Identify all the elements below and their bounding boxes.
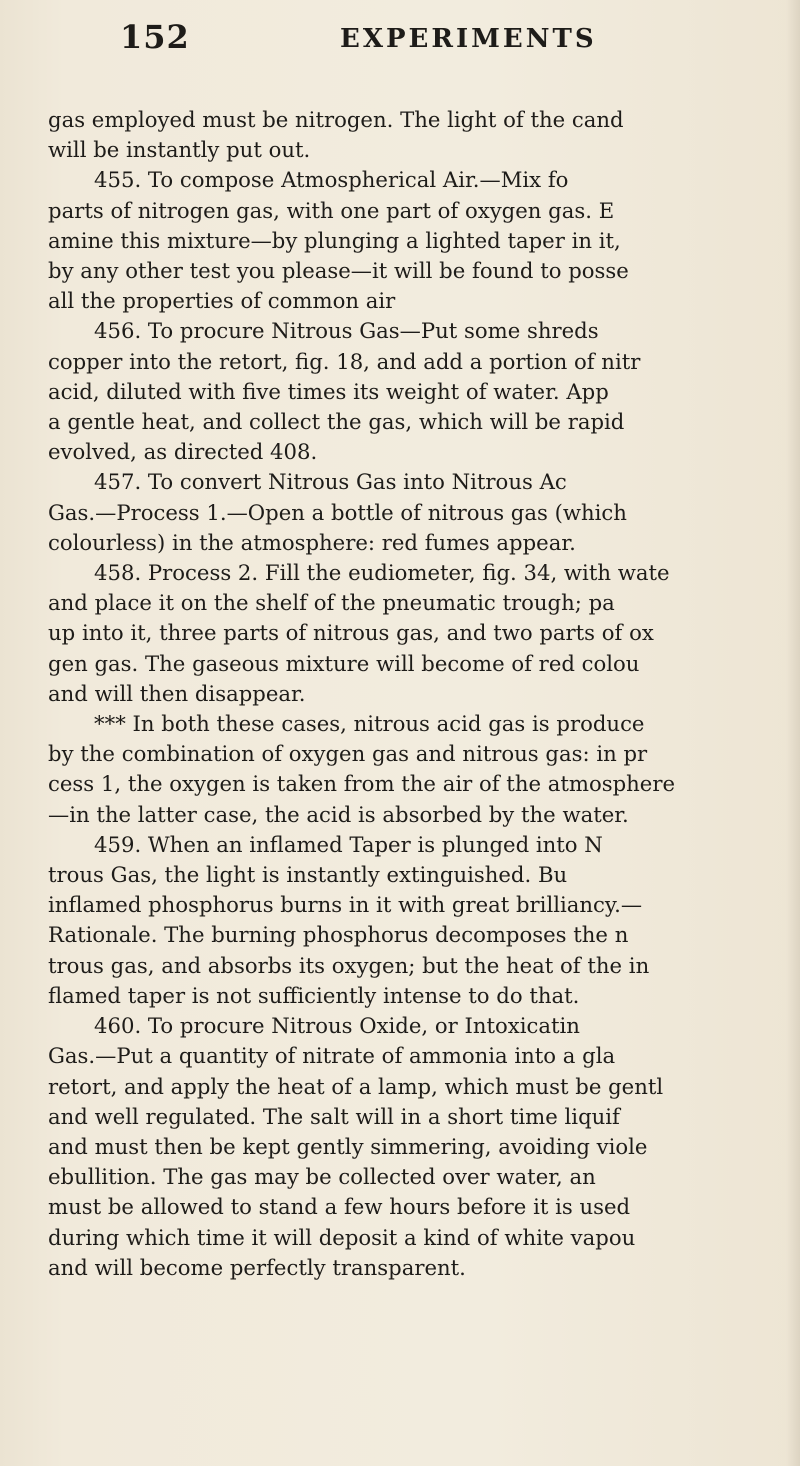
text-line: and place it on the shelf of the pneumatic trough; pa <box>48 590 615 616</box>
text-line: must be allowed to stand a few hours before it is used <box>48 1194 631 1220</box>
text-line: trous Gas, the light is instantly extinguished. Bu <box>48 862 568 888</box>
text-line: 457. To convert Nitrous Gas into Nitrous Ac <box>94 469 567 495</box>
text-line: evolved, as directed 408. <box>48 439 318 465</box>
text-line: trous gas, and absorbs its oxygen; but the heat of the in <box>48 952 650 978</box>
text-line: ebullition. The gas may be collected over water, an <box>48 1164 596 1190</box>
text-line: 458. Process 2. Fill the eudiometer, fig. 34, with wate <box>94 560 670 586</box>
running-head: EXPERIMENTS <box>340 24 597 54</box>
text-line: up into it, three parts of nitrous gas, and two parts of ox <box>48 620 654 646</box>
text-line: amine this mixture—by plunging a lighted taper in it, <box>48 227 621 253</box>
text-line: during which time it will deposit a kind of white vapou <box>48 1224 636 1250</box>
text-line: and must then be kept gently simmering, avoiding viole <box>48 1133 648 1159</box>
text-line: colourless) in the atmosphere: red fumes appear. <box>48 529 576 555</box>
text-line: 459. When an inflamed Taper is plunged into N <box>94 831 603 857</box>
text-line: Rationale. The burning phosphorus decomposes the n <box>48 922 629 948</box>
text-line: 456. To procure Nitrous Gas—Put some shreds <box>94 318 599 344</box>
text-line: cess 1, the oxygen is taken from the air of the atmosphere <box>48 771 676 797</box>
text-line: parts of nitrogen gas, with one part of oxygen gas. E <box>48 197 615 223</box>
text-line: flamed taper is not sufficiently intense to do that. <box>48 982 580 1008</box>
text-line: inflamed phosphorus burns in it with great brilliancy.— <box>48 892 643 918</box>
page-header <box>120 18 800 66</box>
text-line: Gas.—Put a quantity of nitrate of ammonia into a gla <box>48 1043 616 1069</box>
body-text <box>48 105 800 1445</box>
text-line: acid, diluted with five times its weight of water. App <box>48 378 609 404</box>
text-line: gen gas. The gaseous mixture will become of red colou <box>48 650 640 676</box>
text-line: by the combination of oxygen gas and nitrous gas: in pr <box>48 741 648 767</box>
text-line: a gentle heat, and collect the gas, which will be rapid <box>48 409 625 435</box>
page-number: 152 <box>120 18 190 56</box>
text-line: retort, and apply the heat of a lamp, which must be gentl <box>48 1073 664 1099</box>
text-line: —in the latter case, the acid is absorbed by the water. <box>48 801 629 827</box>
text-line: 460. To procure Nitrous Oxide, or Intoxicatin <box>94 1013 580 1039</box>
text-line: and will become perfectly transparent. <box>48 1254 466 1280</box>
text-line: by any other test you please—it will be found to posse <box>48 258 629 284</box>
text-line: and well regulated. The salt will in a short time liquif <box>48 1103 620 1129</box>
text-line: will be instantly put out. <box>48 137 311 163</box>
text-line: all the properties of common air <box>48 288 396 314</box>
text-line: and will then disappear. <box>48 680 306 706</box>
text-line: 455. To compose Atmospherical Air.—Mix fo <box>94 167 569 193</box>
text-line: copper into the retort, fig. 18, and add a portion of nitr <box>48 348 641 374</box>
text-line: gas employed must be nitrogen. The light of the cand <box>48 107 624 132</box>
text-line: Gas.—Process 1.—Open a bottle of nitrous gas (which <box>48 499 627 525</box>
text-line: *** In both these cases, nitrous acid gas is produce <box>94 711 645 737</box>
